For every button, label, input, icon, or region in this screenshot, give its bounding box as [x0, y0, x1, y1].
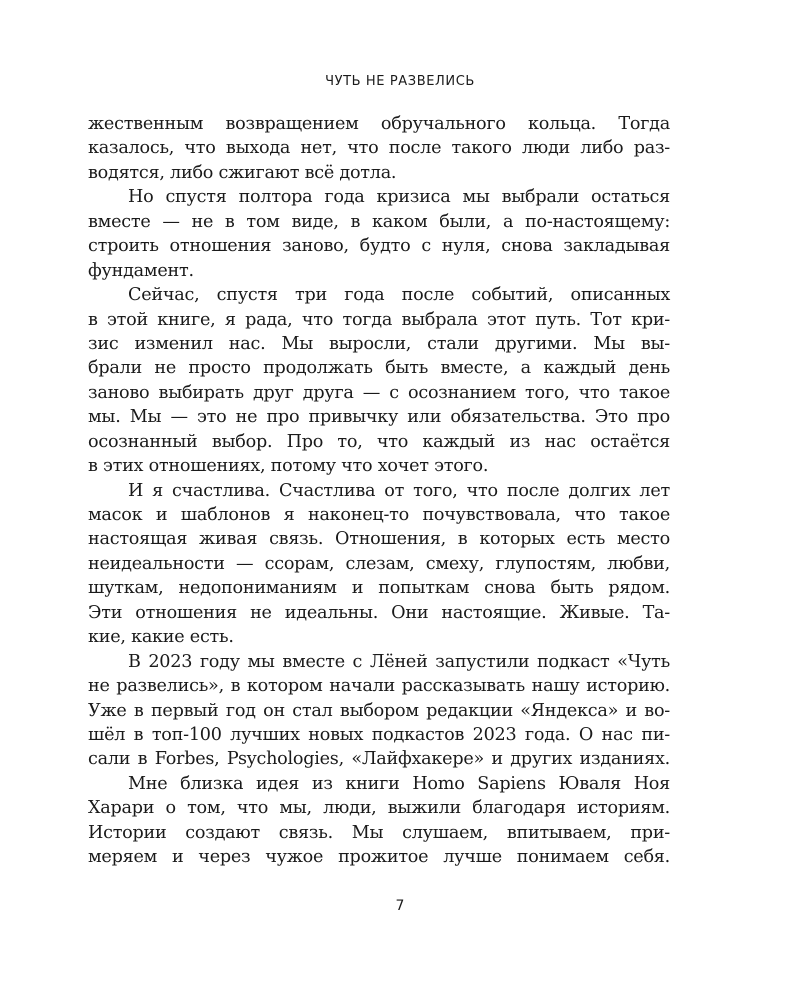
text-line: жественным возвращением обручального кольца. Тогда — [88, 114, 670, 134]
text-line: Уже в первый год он стал выбором редакции «Яндекса» и во- — [88, 700, 670, 721]
text-line: Мне близка идея из книги Homo Sapiens Юваля Ноя — [128, 773, 670, 794]
text-line: сали в Forbes, Psychologies, «Лайфхакере» и других изданиях. — [88, 749, 670, 770]
text-line: водятся, либо сжигают всё дотла. — [88, 162, 397, 183]
text-line: казалось, что выхода нет, что после такого люди либо раз- — [88, 138, 670, 159]
text-line: в этих отношениях, потому что хочет этого. — [88, 456, 489, 477]
text-line: Сейчас, спустя три года после событий, описанных — [128, 285, 670, 306]
text-line: Харари о том, что мы, люди, выжили благодаря историям. — [88, 798, 670, 819]
body-text — [88, 112, 670, 870]
text-line: строить отношения заново, будто с нуля, снова закладывая — [88, 236, 670, 257]
text-line: Эти отношения не идеальны. Они настоящие. Живые. Та- — [88, 602, 670, 623]
text-line: Но спустя полтора года кризиса мы выбрали остаться — [128, 187, 670, 208]
text-line: меряем и через чужое прожитое лучше понимаем себя. — [88, 847, 670, 868]
text-line: в этой книге, я рада, что тогда выбрала этот путь. Тот кри- — [88, 309, 670, 330]
text-line: Истории создают связь. Мы слушаем, впитываем, при- — [88, 822, 670, 843]
text-line: брали не просто продолжать быть вместе, а каждый день — [88, 358, 670, 379]
text-line: шуткам, недопониманиям и попыткам снова быть рядом. — [88, 578, 670, 599]
text-line: вместе — не в том виде, в каком были, а по-настоящему: — [88, 211, 670, 232]
text-line: неидеальности — ссорам, слезам, смеху, глупостям, любви, — [88, 553, 670, 574]
text-line: настоящая живая связь. Отношения, в которых есть место — [88, 529, 670, 550]
text-line: В 2023 году мы вместе с Лёней запустили подкаст «Чуть — [128, 651, 670, 672]
text-line: заново выбирать друг друга — с осознанием того, что такое — [88, 382, 670, 403]
text-line: шёл в топ-100 лучших новых подкастов 2023 года. О нас пи- — [88, 724, 670, 745]
text-line: И я счастлива. Счастлива от того, что после долгих лет — [128, 480, 670, 501]
running-title: ЧУТЬ НЕ РАЗВЕЛИСЬ — [325, 74, 475, 89]
text-line: фундамент. — [88, 260, 194, 281]
text-line: мы. Мы — это не про привычку или обязательства. Это про — [88, 407, 670, 428]
text-line: не развелись», в котором начали рассказывать нашу историю. — [88, 676, 670, 697]
text-line: кие, какие есть. — [88, 627, 234, 648]
text-line: осознанный выбор. Про то, что каждый из нас остаётся — [88, 431, 670, 452]
page-number: 7 — [395, 898, 405, 914]
text-line: зис изменил нас. Мы выросли, стали другими. Мы вы- — [88, 333, 670, 354]
text-line: масок и шаблонов я наконец-то почувствовала, что такое — [88, 505, 670, 525]
